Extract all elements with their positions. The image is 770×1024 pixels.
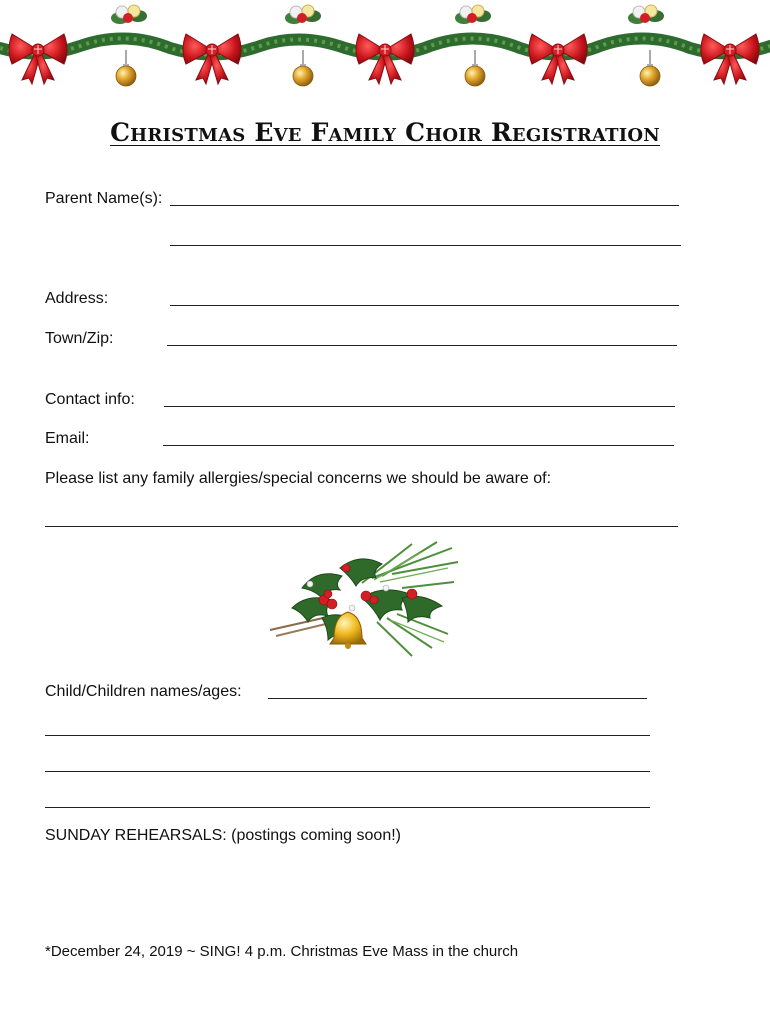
- parent-names-line-2[interactable]: [170, 245, 681, 246]
- page-title: [0, 118, 770, 147]
- children-label: Child/Children names/ages:: [45, 683, 242, 700]
- event-note: *December 24, 2019 ~ SING! 4 p.m. Christmas Eve Mass in the church: [45, 943, 519, 960]
- town-zip-label: Town/Zip:: [45, 330, 114, 347]
- holly-bell-icon: [262, 538, 462, 658]
- children-line-2[interactable]: [45, 735, 650, 736]
- rehearsals-text: SUNDAY REHEARSALS: (postings coming soon!): [45, 827, 401, 844]
- children-line-1[interactable]: [268, 698, 647, 699]
- town-zip-line[interactable]: [167, 345, 677, 346]
- christmas-garland-icon: [0, 0, 770, 100]
- contact-info-line[interactable]: [164, 406, 675, 407]
- children-line-4[interactable]: [45, 807, 650, 808]
- address-line[interactable]: [170, 305, 679, 306]
- parent-names-line[interactable]: [170, 205, 679, 206]
- contact-info-label: Contact info:: [45, 391, 135, 408]
- allergies-line[interactable]: [45, 526, 678, 527]
- allergies-prompt: Please list any family allergies/special concerns we should be aware of:: [45, 470, 552, 487]
- parent-names-label: Parent Name(s):: [45, 190, 163, 207]
- email-label: Email:: [45, 430, 90, 447]
- address-label: Address:: [45, 290, 109, 307]
- email-line[interactable]: [163, 445, 674, 446]
- page-title-text: Christmas Eve Family Choir Registration: [110, 118, 660, 147]
- children-line-3[interactable]: [45, 771, 650, 772]
